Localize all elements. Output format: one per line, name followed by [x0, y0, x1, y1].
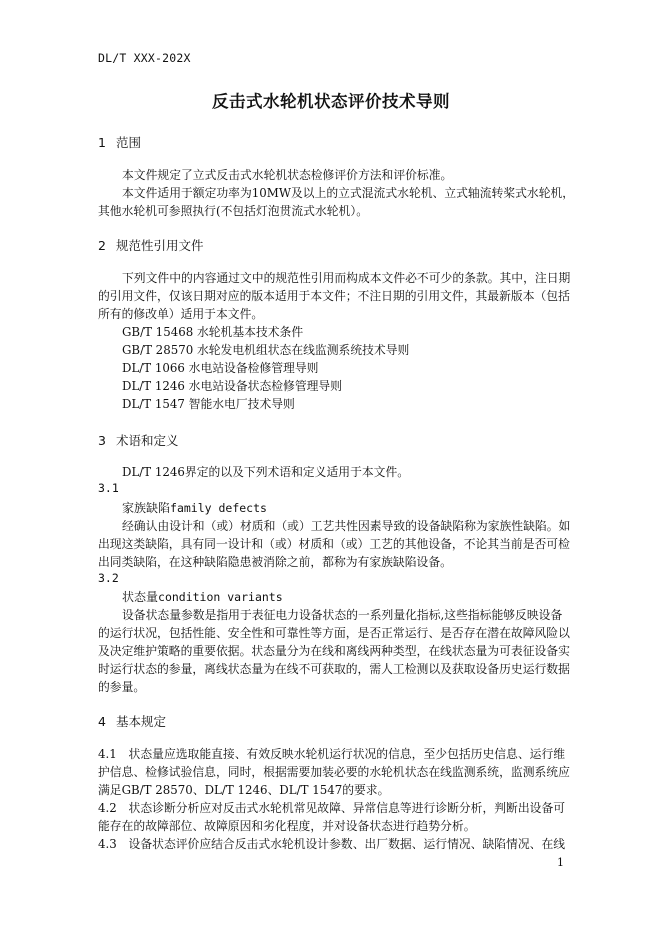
term-en: condition variants [158, 590, 283, 604]
standard-code: DL/T XXX-202X [98, 51, 191, 65]
term-title [122, 499, 267, 516]
page-number: 1 [557, 856, 564, 869]
definition: 时运行状态的参量，离线状态量为在线不可获取的，需人工检测以及获取设备历史运行数据 [98, 662, 570, 676]
section-4-heading [98, 712, 166, 730]
section-1-heading [98, 133, 141, 151]
document-title: 反击式水轮机状态评价技术导则 [212, 92, 450, 111]
paragraph: 本文件规定了立式反击式水轮机状态检修评价方法和评价标准。 [122, 168, 453, 182]
term-number: 3.2 [98, 571, 119, 585]
clause: 护信息、检修试验信息，同时，根据需要加装必要的水轮机状态在线监测系统，监测系统应 [98, 765, 570, 779]
definition: 出现这类缺陷，具有同一设计和（或）材质和（或）工艺的其他设备，不论其当前是否可检 [98, 537, 570, 551]
term-cn: 状态量 [122, 590, 159, 604]
section-number: 1 [98, 135, 106, 150]
clause: 能存在的故障部位、故障原因和劣化程度，并对设备状态进行趋势分析。 [98, 819, 476, 833]
paragraph: 所有的修改单）适用于本文件。 [98, 307, 264, 321]
section-number: 4 [98, 714, 106, 729]
definition: 设备状态量参数是指用于表征电力设备状态的一系列量化指标,这些指标能够反映设备 [122, 608, 563, 622]
paragraph: 其他水轮机可参照执行(不包括灯泡贯流式水轮机）。 [98, 204, 369, 218]
reference-item: DL/T 1066 水电站设备检修管理导则 [122, 361, 319, 375]
reference-item: GB/T 28570 水轮发电机组状态在线监测系统技术导则 [122, 343, 410, 357]
section-title: 范围 [116, 135, 142, 150]
paragraph: 本文件适用于额定功率为10MW及以上的立式混流式水轮机、立式轴流转桨式水轮机， [122, 186, 575, 200]
clause: 满足GB/T 28570、DL/T 1246、DL/T 1547的要求。 [98, 783, 390, 797]
term-number: 3.1 [98, 481, 119, 495]
definition: 的参量。 [98, 680, 146, 694]
paragraph: DL/T 1246界定的以及下列术语和定义适用于本文件。 [122, 465, 410, 479]
section-title: 基本规定 [116, 714, 167, 729]
reference-item: GB/T 15468 水轮机基本技术条件 [122, 325, 304, 339]
section-number: 3 [98, 433, 106, 448]
definition: 经确认由设计和（或）材质和（或）工艺共性因素导致的设备缺陷称为家族性缺陷。如 [122, 519, 571, 533]
paragraph: 的引用文件，仅该日期对应的版本适用于本文件；不注日期的引用文件，其最新版本（包括 [98, 289, 570, 303]
clause: 4.2 状态诊断分析应对反击式水轮机常见故障、异常信息等进行诊断分析，判断出设备可 [98, 801, 566, 815]
definition: 及决定维护策略的重要依据。状态量分为在线和离线两种类型，在线状态量为可表征设备实 [98, 644, 570, 658]
section-number: 2 [98, 238, 106, 253]
clause: 4.1 状态量应选取能直接、有效反映水轮机运行状况的信息，至少包括历史信息、运行维 [98, 747, 566, 761]
term-en: family defects [170, 501, 267, 515]
reference-item: DL/T 1246 水电站设备状态检修管理导则 [122, 379, 343, 393]
term-title [122, 588, 283, 605]
reference-item: DL/T 1547 智能水电厂技术导则 [122, 397, 295, 411]
section-title: 规范性引用文件 [116, 238, 204, 253]
definition: 出同类缺陷，在这种缺陷隐患被消除之前，都称为有家族缺陷设备。 [98, 555, 452, 569]
section-2-heading [98, 236, 204, 254]
section-3-heading [98, 431, 179, 449]
section-title: 术语和定义 [116, 433, 179, 448]
clause: 4.3 设备状态评价应结合反击式水轮机设计参数、出厂数据、运行情况、缺陷情况、在线 [98, 837, 566, 851]
definition: 的运行状况，包括性能、安全性和可靠性等方面，是否正常运行、是否存在潜在故障风险以 [98, 626, 570, 640]
term-cn: 家族缺陷 [122, 501, 171, 515]
paragraph: 下列文件中的内容通过文中的规范性引用而构成本文件必不可少的条款。其中，注日期 [122, 271, 571, 285]
